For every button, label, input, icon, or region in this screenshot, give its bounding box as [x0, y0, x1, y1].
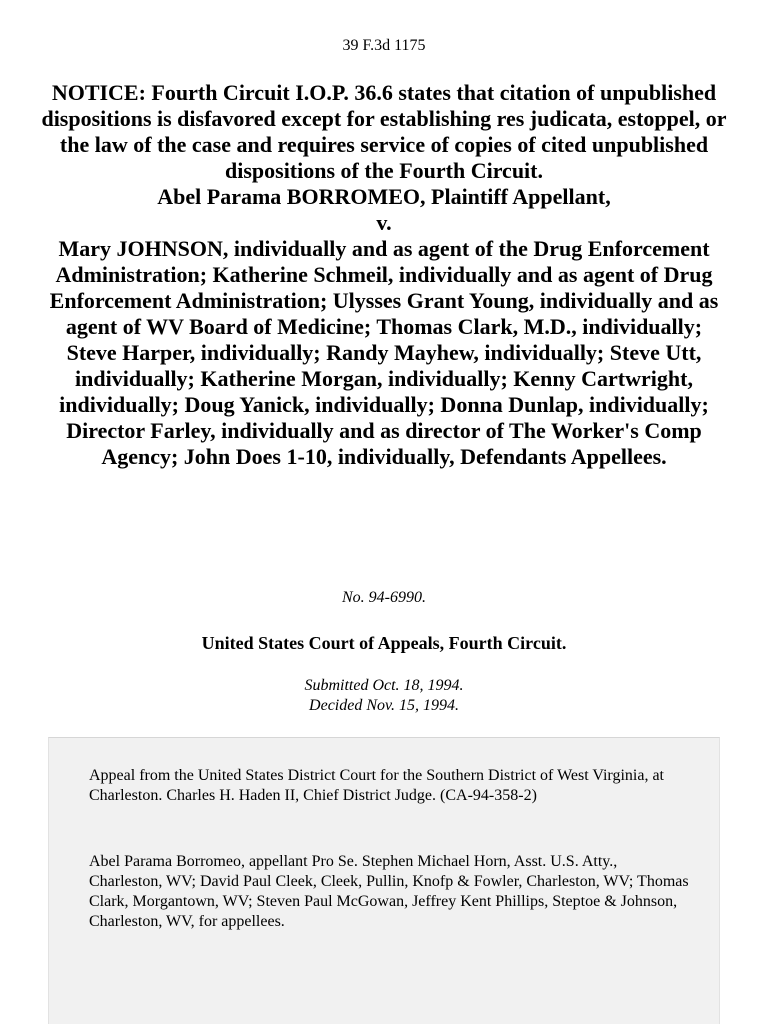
decided-date: Decided Nov. 15, 1994.	[309, 697, 459, 714]
defendants-text: Mary JOHNSON, individually and as agent of the Drug Enforcement Administration; Katherine Schmeil, individually and as agent of Drug Enforcement Administration; Ulysses Grant Young, individually and as agent of WV Board of Medicine; Thomas Clark, M.D., individually; Steve Harper, individually; Randy Mayhew, individually; Steve Utt, individually; Katherine Morgan, individually; Kenny Cartwright, individually; Doug Yanick, individually; Donna Dunlap, individually; Director Farley, individually and as director of The Worker's Comp Agency; John Does 1-10, individually, Defendants Appellees.	[49, 236, 719, 469]
case-dates	[0, 676, 768, 716]
notice-text: NOTICE: Fourth Circuit I.O.P. 36.6 states that citation of unpublished dispositions is disfavored except for establishing res judicata, estoppel, or the law of the case and requires service of copies of cited unpublished dispositions of the Fourth Circuit.	[41, 80, 727, 183]
appeal-paragraph: Appeal from the United States District Court for the Southern District of West Virginia, at Charleston. Charles H. Haden II, Chief District Judge. (CA-94-358-2)	[89, 767, 664, 804]
submitted-date: Submitted Oct. 18, 1994.	[304, 677, 464, 694]
case-heading	[40, 80, 728, 470]
counsel-paragraph: Abel Parama Borromeo, appellant Pro Se. Stephen Michael Horn, Asst. U.S. Atty., Charleston, WV; David Paul Cleek, Cleek, Pullin, Knofp & Fowler, Charleston, WV; Thomas Clark, Morgantown, WV; Steven Paul McGowan, Jeffrey Kent Phillips, Steptoe & Johnson, Charleston, WV, for appellees.	[89, 853, 689, 930]
court-name: United States Court of Appeals, Fourth Circuit.	[201, 633, 567, 653]
docket-number: No. 94-6990.	[342, 589, 426, 606]
case-details-panel	[48, 737, 720, 1024]
versus-line: v.	[376, 210, 392, 235]
plaintiff-line: Abel Parama BORROMEO, Plaintiff Appellant,	[157, 184, 611, 209]
case-citation: 39 F.3d 1175	[342, 37, 426, 54]
